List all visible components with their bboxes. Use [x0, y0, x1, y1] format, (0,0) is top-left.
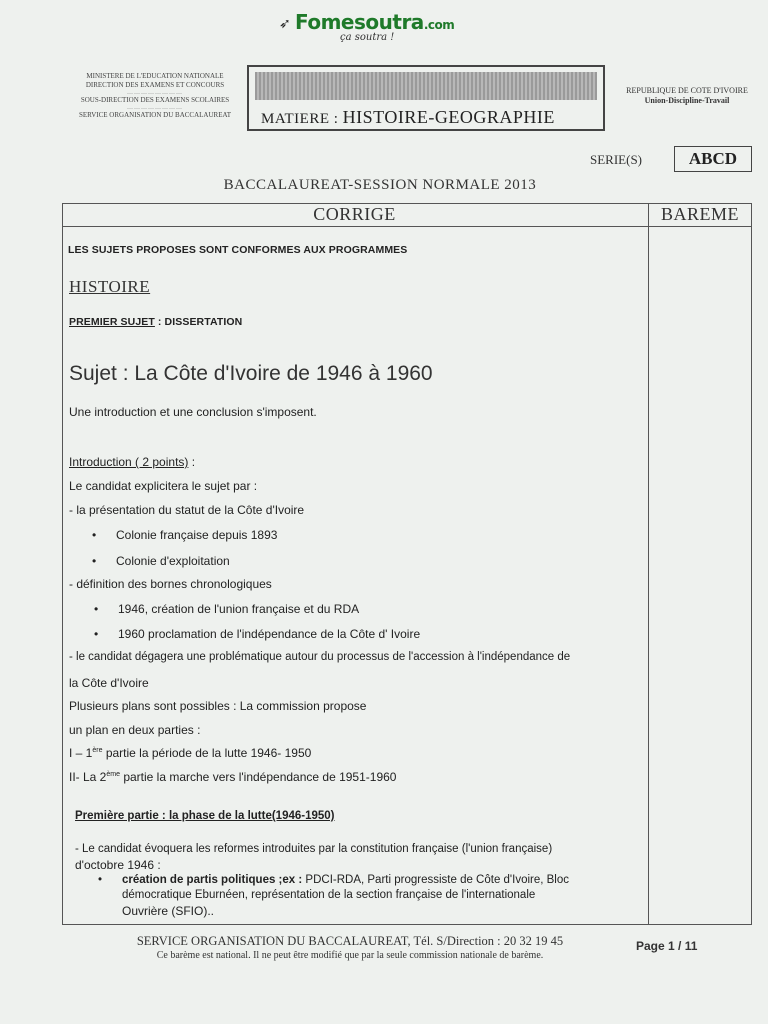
paragraph-line: - la présentation du statut de la Côte d'Ivoire: [69, 503, 305, 517]
ministry-header: [55, 72, 255, 120]
bullet-item: • Colonie française depuis 1893: [116, 528, 277, 542]
site-logo: [279, 8, 485, 48]
header-divider: [63, 226, 751, 227]
session-title: BACCALAUREAT-SESSION NORMALE 2013: [223, 177, 537, 193]
paragraph-line: - Le candidat évoquera les reformes introduites par la constitution française (l'union française): [75, 843, 553, 855]
paragraph-line: Ouvrière (SFIO)..: [122, 904, 215, 918]
intro-heading: Introduction ( 2 points) :: [69, 455, 196, 469]
paragraph-line: Plusieurs plans sont possibles : La commission propose: [69, 699, 367, 713]
premier-sujet: PREMIER SUJET : DISSERTATION: [69, 316, 243, 328]
paragraph-line: d'octobre 1946 :: [75, 858, 161, 872]
shaded-band: [255, 72, 597, 100]
republic-header: [612, 86, 762, 106]
serie-label: SERIE(S): [590, 152, 642, 167]
bareme-column-header: BAREME: [660, 204, 739, 224]
subject-label: MATIERE : HISTOIRE-GEOGRAPHIE: [261, 107, 555, 127]
sous-direction-line: SOUS-DIRECTION DES EXAMENS SCOLAIRES: [80, 96, 230, 104]
service-line: SERVICE ORGANISATION DU BACCALAUREAT: [78, 111, 232, 119]
section-heading: HISTOIRE: [69, 277, 151, 296]
footer-service: SERVICE ORGANISATION DU BACCALAUREAT, Tél. S/Direction : 20 32 19 45: [136, 934, 564, 948]
arrow-icon: ➶: [279, 17, 291, 32]
conformity-note: LES SUJETS PROPOSES SONT CONFORMES AUX PROGRAMMES: [68, 244, 408, 256]
paragraph-line: la Côte d'Ivoire: [69, 676, 149, 690]
column-divider: [648, 204, 649, 924]
corrige-column-header: CORRIGE: [313, 204, 396, 224]
plan-part-2: II- La 2ème partie la marche vers l'indépendance de 1951-1960: [69, 770, 397, 784]
country-motto: Union-Discipline-Travail: [644, 96, 730, 105]
paragraph-line: démocratique Eburnéen, représentation de la section française de l'internationale: [122, 889, 536, 901]
premiere-partie-heading: Première partie : la phase de la lutte(1946-1950): [75, 810, 335, 822]
serie-value: ABCD: [674, 146, 752, 172]
logo-tagline: ça soutra !: [340, 32, 395, 43]
paragraph-line: - définition des bornes chronologiques: [69, 577, 272, 591]
bullet-item: • Colonie d'exploitation: [116, 554, 230, 568]
paragraph-line: - le candidat dégagera une problématique autour du processus de l'accession à l'indépendance de: [69, 651, 571, 663]
bullet-item: • 1946, création de l'union française et du RDA: [118, 602, 359, 616]
page-number: Page 1 / 11: [636, 939, 698, 953]
logo-brand: Fomesoutra.com: [295, 10, 455, 34]
direction-line: DIRECTION DES EXAMENS ET CONCOURS: [85, 81, 225, 89]
sujet-title: Sujet : La Côte d'Ivoire de 1946 à 1960: [69, 362, 433, 385]
dots-separator: ……………………: [127, 105, 183, 111]
bullet-item: • 1960 proclamation de l'indépendance de la Côte d' Ivoire: [118, 627, 420, 641]
paragraph-line: Le candidat explicitera le sujet par :: [69, 479, 258, 493]
dots-separator: ……………………: [127, 90, 183, 96]
subject-box: [247, 65, 605, 131]
plan-part-1: I – 1ère partie la période de la lutte 1946- 1950: [69, 746, 312, 760]
footer-note: Ce barème est national. Il ne peut être modifié que par la seule commission nationale de barème.: [156, 950, 544, 961]
country-name: REPUBLIQUE DE COTE D'IVOIRE: [626, 86, 748, 95]
ministry-line: MINISTERE DE L'EDUCATION NATIONALE: [86, 72, 224, 80]
bullet-item: • création de partis politiques ;ex : PDCI-RDA, Parti progressiste de Côte d'Ivoire, Bloc: [122, 874, 648, 886]
paragraph-line: un plan en deux parties :: [69, 723, 201, 737]
intro-note: Une introduction et une conclusion s'imposent.: [69, 405, 317, 419]
